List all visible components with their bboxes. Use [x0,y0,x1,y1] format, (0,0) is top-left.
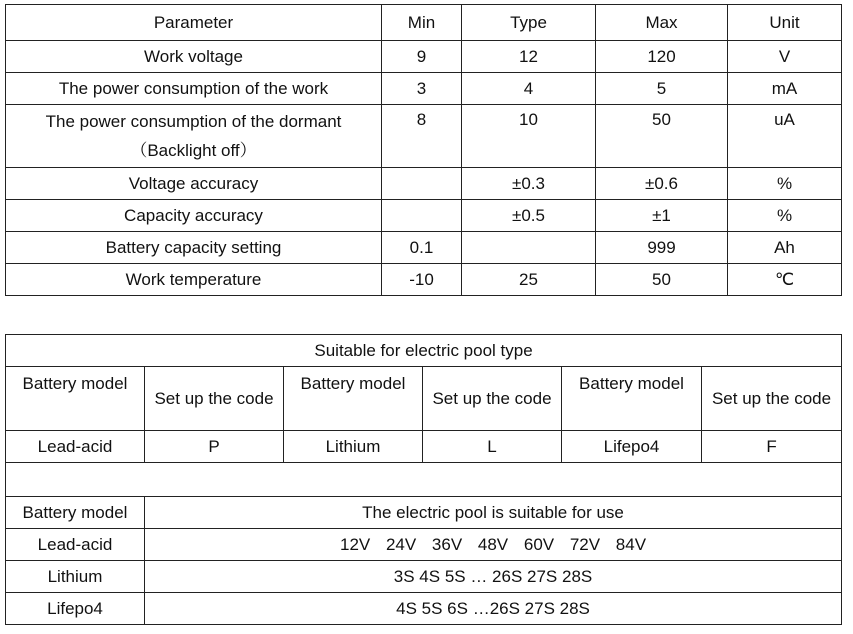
header-type: Type [462,5,596,41]
battery-model: Lithium [6,561,145,593]
param-max: ±1 [596,200,728,232]
param-unit: mA [728,73,842,105]
param-type: 12 [462,41,596,73]
param-min: 9 [382,41,462,73]
param-type [462,232,596,264]
param-max: 5 [596,73,728,105]
header-suitable-use: The electric pool is suitable for use [145,497,842,529]
setup-code: P [145,431,284,463]
header-battery-model: Battery model [6,367,145,431]
param-name: The power consumption of the work [6,73,382,105]
table-row [6,561,842,593]
setup-code: F [702,431,842,463]
param-unit: % [728,200,842,232]
spec-table [5,4,842,296]
header-unit: Unit [728,5,842,41]
param-unit: ℃ [728,264,842,296]
param-unit: Ah [728,232,842,264]
param-min: 0.1 [382,232,462,264]
table-row [6,168,842,200]
table-title: Suitable for electric pool type [6,335,842,367]
param-name: Work temperature [6,264,382,296]
suitable-cell-counts: 3S 4S 5S … 26S 27S 28S [145,561,842,593]
battery-model: Lifepo4 [562,431,702,463]
param-type: 4 [462,73,596,105]
header-parameter: Parameter [6,5,382,41]
param-name: Capacity accuracy [6,200,382,232]
header-battery-model: Battery model [6,497,145,529]
table-row [6,264,842,296]
param-min [382,168,462,200]
param-type: 10 [462,105,596,168]
empty-cell [6,463,842,497]
battery-model: Lithium [284,431,423,463]
battery-model: Lead-acid [6,529,145,561]
header-battery-model: Battery model [284,367,423,431]
suitable-cell-counts: 4S 5S 6S …26S 27S 28S [145,593,842,625]
table-row [6,232,842,264]
param-min: 3 [382,73,462,105]
spacer-row [6,463,842,497]
table-row [6,73,842,105]
param-type: ±0.3 [462,168,596,200]
code-header-row [6,367,842,431]
usage-header-row [6,497,842,529]
param-unit: uA [728,105,842,168]
header-setup-code: Set up the code [702,367,842,431]
param-type: 25 [462,264,596,296]
code-value-row [6,431,842,463]
table-row [6,529,842,561]
battery-model: Lifepo4 [6,593,145,625]
param-max: 50 [596,105,728,168]
param-name: The power consumption of the dormant [45,112,342,132]
param-name: Voltage accuracy [6,168,382,200]
suitable-voltages: 12V 24V 36V 48V 60V 72V 84V [145,529,842,561]
battery-model: Lead-acid [6,431,145,463]
table-title-row [6,335,842,367]
param-max: ±0.6 [596,168,728,200]
param-unit: V [728,41,842,73]
param-min: 8 [382,105,462,168]
param-min: -10 [382,264,462,296]
param-type: ±0.5 [462,200,596,232]
param-name-cell [6,105,382,168]
spec-header-row [6,5,842,41]
header-setup-code: Set up the code [423,367,562,431]
table-row [6,593,842,625]
table-row [6,200,842,232]
param-max: 999 [596,232,728,264]
header-min: Min [382,5,462,41]
param-min [382,200,462,232]
header-max: Max [596,5,728,41]
param-unit: % [728,168,842,200]
table-row [6,105,842,168]
header-battery-model: Battery model [562,367,702,431]
param-max: 50 [596,264,728,296]
table-row [6,41,842,73]
setup-code: L [423,431,562,463]
param-name: Work voltage [6,41,382,73]
param-name: Battery capacity setting [6,232,382,264]
header-setup-code: Set up the code [145,367,284,431]
battery-type-table [5,334,842,625]
param-name-note: （Backlight off） [130,140,257,160]
param-max: 120 [596,41,728,73]
